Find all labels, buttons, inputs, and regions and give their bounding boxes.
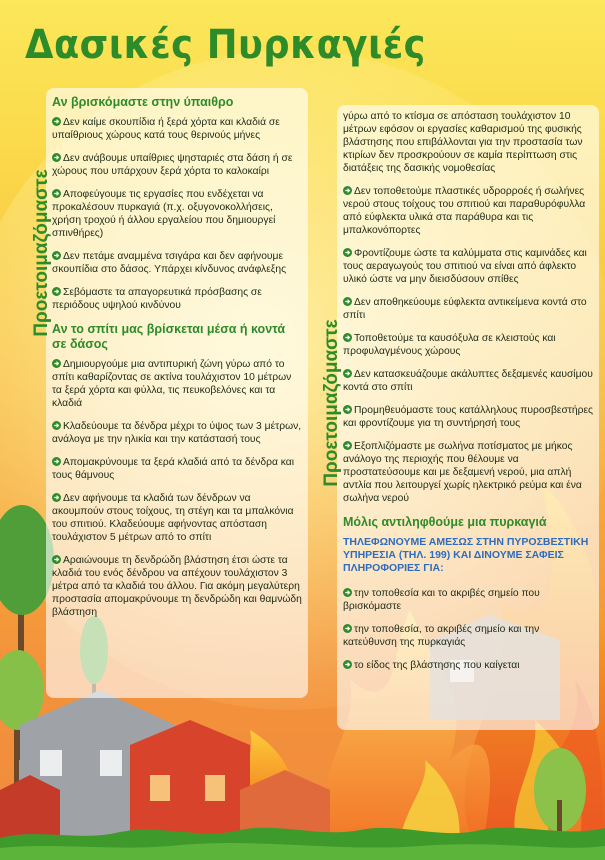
right-column <box>343 110 595 682</box>
list-item: Δημιουργούμε μια αντιπυρική ζώνη γύρω από το σπίτι καθαρίζοντας σε ακτίνα τουλάχιστον 10 μέτρων τα ξερά χόρτα και φύλλα, τις πευκοβελόνες και τα κλαδιά <box>52 359 292 409</box>
arrow-bullet-icon <box>343 333 352 342</box>
list-item: Κλαδεύουμε τα δένδρα μέχρι το ύψος των 3 μέτρων, ανάλογα με την ηλικία και την κατάστασή τους <box>52 421 302 445</box>
arrow-bullet-icon <box>52 287 61 296</box>
arrow-bullet-icon <box>52 117 61 126</box>
outdoors-list <box>52 116 302 312</box>
arrow-bullet-icon <box>52 153 61 162</box>
house-list <box>52 358 302 619</box>
list-item: Δεν αποθηκεύουμε εύφλεκτα αντικείμενα κοντά στο σπίτι <box>343 297 587 321</box>
report-info-list <box>343 587 595 672</box>
arrow-bullet-icon <box>343 624 352 633</box>
arrow-bullet-icon <box>52 251 61 260</box>
left-column <box>52 95 302 629</box>
list-item: Αραιώνουμε τη δενδρώδη βλάστηση έτσι ώστε τα κλαδιά του ενός δένδρου να απέχουν τουλάχιστον 3 μέτρα από τα κλαδιά του άλλου. Για ακόμη μεγαλύτερη προστασία απομακρύνουμε τη δενδρώδη και θαμνώδη βλάστηση <box>52 555 302 618</box>
arrow-bullet-icon <box>52 421 61 430</box>
list-item: Εξοπλιζόμαστε με σωλήνα ποτίσματος με μήκος ανάλογο της περιοχής που θέλουμε να προστατεύσουμε και με δεξαμενή νερού, μια απλή αντλία που λειτουργεί χωρίς ηλεκτρικό ρεύμα και ένα σωλήνα νερού <box>343 441 582 504</box>
list-item: Τοποθετούμε τα καυσόξυλα σε κλειστούς και προφυλαγμένους χώρους <box>343 333 556 357</box>
arrow-bullet-icon <box>343 441 352 450</box>
arrow-bullet-icon <box>343 248 352 257</box>
emergency-call-instruction: ΤΗΛΕΦΩΝΟΥΜΕ ΑΜΕΣΩΣ ΣΤΗΝ ΠΥΡΟΣΒΕΣΤΙΚΗ ΥΠΗΡΕΣΙΑ (ΤΗΛ. 199) ΚΑΙ ΔΙΝΟΥΜΕ ΣΑΦΕΙΣ ΠΛΗΡΟΦΟΡΙΕΣ ΓΙΑ: <box>343 536 589 574</box>
list-item: Δεν καίμε σκουπίδια ή ξερά χόρτα και κλαδιά σε υπαίθριους χώρους κατά τους θερινούς μήνες <box>52 117 280 141</box>
page-title: Δασικές Πυρκαγιές <box>25 22 426 68</box>
section-heading-house-near-forest: Αν το σπίτι μας βρίσκεται μέσα ή κοντά σε δάσος <box>52 322 286 351</box>
list-item: το είδος της βλάστησης που καίγεται <box>343 659 595 672</box>
arrow-bullet-icon <box>52 359 61 368</box>
continuation-text: γύρω από το κτίσμα σε απόσταση τουλάχιστον 10 μέτρων εφόσον οι εργασίες καθαρισμού της φυσικής βλάστησης που επιβάλλονται για την προστασία των κτιρίων δεν προσκρούουν σε καμία περίπτωση στις διατάξεις της δασικής νομοθεσίας <box>343 111 583 174</box>
list-item: Φροντίζουμε ώστε τα καλύμματα στις καμινάδες και τους αεραγωγούς του σπιτιού να είναι από άφλεκτο υλικό ώστε να μην διεισδύσουν σπίθες <box>343 248 587 285</box>
arrow-bullet-icon <box>343 660 352 669</box>
house-list-continued <box>343 185 595 505</box>
arrow-bullet-icon <box>343 297 352 306</box>
arrow-bullet-icon <box>52 189 61 198</box>
list-item: Δεν αφήνουμε τα κλαδιά των δένδρων να ακουμπούν στους τοίχους, τη στέγη και τα μπαλκόνια του σπιτιού. Κλαδεύουμε αφήνοντας απόσταση τουλάχιστον 5 μέτρων από το σπίτι <box>52 493 294 543</box>
section-heading-fire-spotted: Μόλις αντιληφθούμε μια πυρκαγιά <box>343 515 547 529</box>
section-heading-outdoors: Αν βρισκόμαστε στην ύπαιθρο <box>52 95 234 109</box>
arrow-bullet-icon <box>52 555 61 564</box>
list-item: Δεν πετάμε αναμμένα τσιγάρα και δεν αφήνουμε σκουπίδια στο δάσος. Υπάρχει κίνδυνος ανάφλεξης <box>52 251 287 275</box>
side-label-right: Προετοιμαζόμαστε <box>321 319 342 487</box>
arrow-bullet-icon <box>343 369 352 378</box>
list-item: Σεβόμαστε τα απαγορευτικά πρόσβασης σε περιόδους υψηλού κινδύνου <box>52 287 262 311</box>
arrow-bullet-icon <box>343 588 352 597</box>
arrow-bullet-icon <box>52 457 61 466</box>
list-item: Απομακρύνουμε τα ξερά κλαδιά από τα δένδρα και τους θάμνους <box>52 457 295 481</box>
list-item: Δεν τοποθετούμε πλαστικές υδρορροές ή σωλήνες νερού στους τοίχους του σπιτιού και παραθυρόφυλλα από εύφλεκτα υλικά στα παράθυρα και τις μπαλκονόπορτες <box>343 186 586 236</box>
arrow-bullet-icon <box>343 405 352 414</box>
list-item: Δεν ανάβουμε υπαίθριες ψησταριές στα δάση ή σε χώρους που υπάρχουν ξερά χόρτα το καλοκαίρι <box>52 153 293 177</box>
list-item: την τοποθεσία και το ακριβές σημείο που βρισκόμαστε <box>343 588 540 612</box>
side-label-left: Προετοιμαζόμαστε <box>31 169 52 337</box>
list-item: Προμηθευόμαστε τους κατάλληλους πυροσβεστήρες και φροντίζουμε για τη συντήρησή τους <box>343 405 594 429</box>
arrow-bullet-icon <box>52 493 61 502</box>
list-item: την τοποθεσία, το ακριβές σημείο και την κατεύθυνση της πυρκαγιάς <box>343 624 540 648</box>
list-item: Αποφεύγουμε τις εργασίες που ενδέχεται να προκαλέσουν πυρκαγιά (π.χ. οξυγονοκολλήσεις, χρήση τροχού ή άλλου εργαλείου που δημιουργεί σπινθήρες) <box>52 189 276 239</box>
list-item: Δεν κατασκευάζουμε ακάλυπτες δεξαμενές καυσίμου κοντά στο σπίτι <box>343 369 593 393</box>
arrow-bullet-icon <box>343 186 352 195</box>
